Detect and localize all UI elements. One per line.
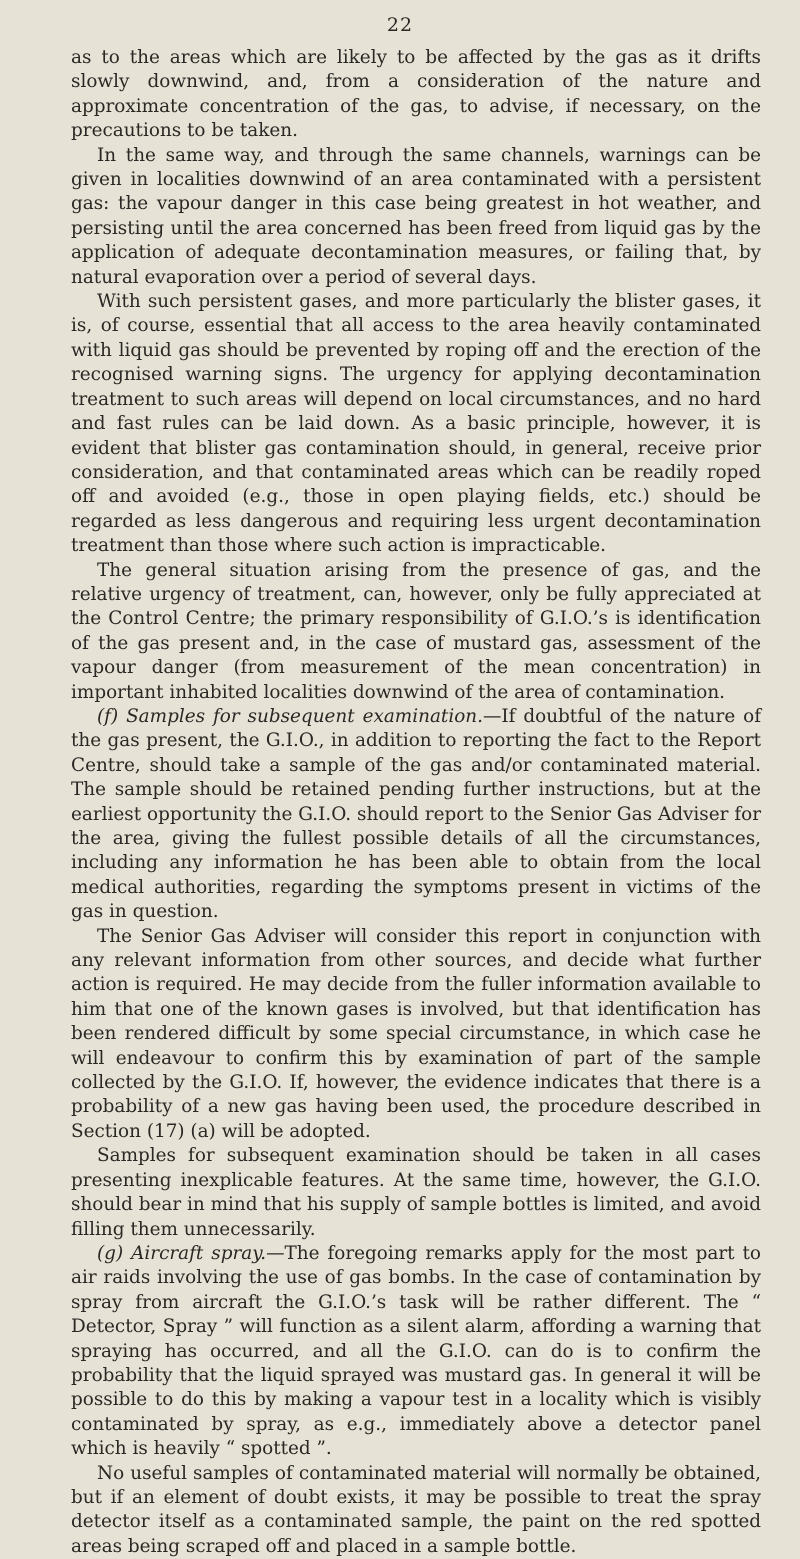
paragraph-5 xyxy=(71,705,761,925)
paragraph-8 xyxy=(71,1242,761,1462)
paragraph-7: Samples for subsequent examination should be taken in all cases presenting inexplicable features. At the same time, however, the G.I.O. should bear in mind that his supply of sample bottles is limited, and avoid filling them unnecessarily. xyxy=(71,1145,761,1240)
paragraph-2: In the same way, and through the same channels, warnings can be given in localities downwind of an area contaminated with a persistent gas: the vapour danger in this case being greatest in hot weather, and persisting until the area concerned has been freed from liquid gas by the application of adequate decontamination measures, or failing that, by natural evaporation over a period of several days. xyxy=(71,144,761,288)
paragraph-1: as to the areas which are likely to be affected by the gas as it drifts slowly downwind, and, from a consideration of the nature and approximate concentration of the gas, to advise, if necessary, on the precautions to be taken. xyxy=(71,47,761,142)
paragraph-8-text: —The foregoing remarks apply for the most part to air raids involving the use of gas bombs. In the case of contamination by spray from aircraft the G.I.O.’s task will be rather different. The “ Detector, Spray ” will function as a silent alarm, affording a warning that spraying has occurred, and all the G.I.O. can do is to confirm the probability that the liquid sprayed was mustard gas. In general it will be possible to do this by making a vapour test in a locality which is visibly contaminated by spray, as e.g., immediately above a detector panel which is heavily “ spotted ”. xyxy=(71,1242,762,1460)
paragraph-5-text: —If doubtful of the nature of the gas present, the G.I.O., in addition to reporting the fact to the Report Centre, should take a sample of the gas and/or contaminated material. The sample should be retained pending further instructions, but at the earliest opportunity the G.I.O. should report to the Senior Gas Adviser for the area, giving the fullest possible details of all the circumstances, including any information he has been able to obtain from the local medical authorities, regarding the symptoms present in victims of the gas in question. xyxy=(71,705,761,923)
paragraph-3: With such persistent gases, and more particularly the blister gases, it is, of course, essential that all access to the area heavily contaminated with liquid gas should be prevented by roping off and the erection of the recognised warning signs. The urgency for applying decontamination treatment to such areas will depend on local circumstances, and no hard and fast rules can be laid down. As a basic principle, however, it is evident that blister gas contamination should, in general, receive prior consideration, and that contaminated areas which can be readily roped off and avoided (e.g., those in open playing fields, etc.) should be regarded as less dangerous and requiring less urgent decontamination treatment than those where such action is impracticable. xyxy=(71,291,761,557)
paragraph-4: The general situation arising from the presence of gas, and the relative urgency of treatment, can, however, only be fully appreciated at the Control Centre; the primary responsibility of G.I.O.’s is identification of the gas present and, in the case of mustard gas, assessment of the vapour danger (from measurement of the mean concentration) in important inhabited localities downwind of the area of contamination. xyxy=(71,559,761,703)
paragraph-6: The Senior Gas Adviser will consider this report in conjunction with any relevant information from other sources, and decide what further action is required. He may decide from the fuller information available to him that one of the known gases is involved, but that identification has been rendered difficult by some special circumstance, in which case he will endeavour to confirm this by examination of part of the sample collected by the G.I.O. If, however, the evidence indicates that there is a probability of a new gas having been used, the procedure described in Section (17) (a) will be adopted. xyxy=(71,925,761,1142)
paragraph-9: No useful samples of contaminated material will normally be obtained, but if an element of doubt exists, it may be possible to treat the spray detector itself as a contaminated sample, the paint on the red spotted areas being scraped off and placed in a sample bottle. xyxy=(71,1462,761,1557)
body-text xyxy=(71,46,761,1559)
page-number: 22 xyxy=(386,14,414,36)
section-heading-samples: (f) Samples for subsequent examination. xyxy=(97,705,483,727)
section-heading-aircraft-spray: (g) Aircraft spray. xyxy=(97,1242,267,1264)
